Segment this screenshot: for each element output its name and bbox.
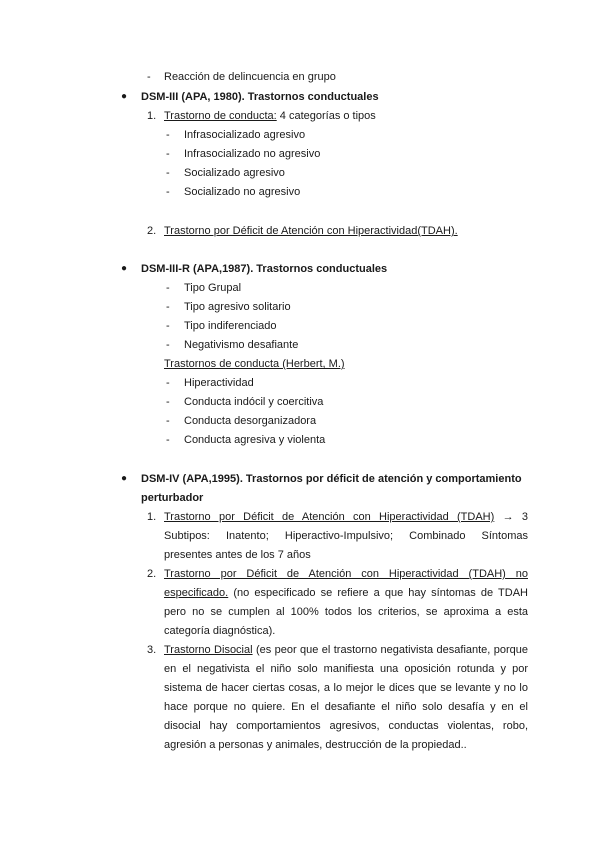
heading-dsm3r: DSM-III-R (APA,1987). Trastornos conductuales (141, 263, 388, 275)
paragraph-line: hace porque no quiere. En el desafiante el niño solo desafía y en el (164, 701, 528, 713)
list-item: Hiperactividad (184, 377, 254, 389)
paragraph-line (164, 641, 528, 660)
dash-marker: - (166, 415, 170, 427)
dash-marker: - (166, 320, 170, 332)
paragraph-line: disocial hay comportamientos agresivos, conductas violentas, robo, (164, 720, 528, 732)
paragraph-line (164, 508, 528, 527)
dash-marker: - (166, 186, 170, 198)
paragraph-line (164, 584, 528, 603)
bullet-dsm3: ● (121, 91, 128, 102)
list-item: Conducta desorganizadora (184, 415, 317, 427)
bullet-dsm3r: ● (121, 263, 128, 274)
list-item-delincuencia: Reacción de delincuencia en grupo (164, 71, 336, 83)
paragraph-line: pero no se cumplen al 100% todos los criterios, se aproxima a esta (164, 606, 528, 618)
herbert-subheading: Trastornos de conducta (Herbert, M.) (164, 358, 345, 370)
dsm3-item1 (164, 109, 376, 123)
item-number: 1. (147, 511, 157, 523)
dash-marker: - (166, 339, 170, 351)
dsm4-item2-paragraph (164, 565, 528, 641)
dsm4-item2-rest: (no especificado se refiere a que hay síntomas de TDAH (228, 587, 528, 599)
dsm3-item1-underlined: Trastorno de conducta: (164, 110, 277, 122)
dsm4-item3-rest: (es peor que el trastorno negativista desafiante, porque (252, 644, 529, 656)
item-number: 2. (147, 568, 157, 580)
dash-marker: - (147, 71, 151, 83)
list-item: Socializado no agresivo (184, 186, 301, 198)
list-item: Tipo indiferenciado (184, 320, 277, 332)
list-item: Infrasocializado no agresivo (184, 148, 321, 160)
list-item: Infrasocializado agresivo (184, 129, 306, 141)
paragraph-line: presentes antes de los 7 años (164, 549, 311, 561)
paragraph-line: categoría diagnóstica). (164, 625, 276, 637)
dsm4-item1-paragraph (164, 508, 528, 565)
bullet-dsm4: ● (121, 473, 128, 484)
dsm3-item1-rest: 4 categorías o tipos (276, 110, 376, 122)
dash-marker: - (166, 434, 170, 446)
paragraph-line: Trastorno por Déficit de Atención con Hiperactividad (TDAH) no (164, 568, 528, 580)
list-item: Socializado agresivo (184, 167, 285, 179)
dsm4-item2-underlined: especificado. (164, 587, 229, 599)
list-item: Negativismo desafiante (184, 339, 299, 351)
dash-marker: - (166, 129, 170, 141)
heading-dsm4-line2: perturbador (141, 492, 204, 504)
dsm4-item1-underlined: Trastorno por Déficit de Atención con Hiperactividad (TDAH) (164, 511, 495, 523)
paragraph-line: sistema de hacer ciertas cosas, a lo mejor le dices que se levante y no lo (164, 682, 528, 694)
dash-marker: - (166, 167, 170, 179)
paragraph-line: Subtipos: Inatento; Hiperactivo-Impulsivo; Combinado Síntomas (164, 530, 528, 542)
dash-marker: - (166, 148, 170, 160)
item-number: 1. (147, 110, 157, 122)
list-item: Conducta indócil y coercitiva (184, 396, 324, 408)
list-item: Tipo Grupal (184, 282, 242, 294)
dash-marker: - (166, 282, 170, 294)
dsm4-item3-paragraph (164, 641, 528, 755)
dash-marker: - (166, 396, 170, 408)
list-item: Tipo agresivo solitario (184, 301, 291, 313)
paragraph-line: en el negativista el niño solo manifiesta una oposición rotunda y por (164, 663, 528, 675)
heading-dsm4-line1: DSM-IV (APA,1995). Trastornos por déficit de atención y comportamiento (141, 473, 522, 485)
heading-dsm3: DSM-III (APA, 1980). Trastornos conductuales (141, 91, 379, 103)
dash-marker: - (166, 301, 170, 313)
dash-marker: - (166, 377, 170, 389)
dsm4-item1-arrow: → 3 (494, 511, 528, 523)
dsm3-item2: Trastorno por Déficit de Atención con Hiperactividad(TDAH). (164, 225, 458, 237)
item-number: 2. (147, 225, 157, 237)
paragraph-line: agresión a personas y animales, destrucción de la propiedad.. (164, 739, 467, 751)
item-number: 3. (147, 644, 157, 656)
dsm4-item3-underlined: Trastorno Disocial (164, 644, 253, 656)
list-item: Conducta agresiva y violenta (184, 434, 326, 446)
